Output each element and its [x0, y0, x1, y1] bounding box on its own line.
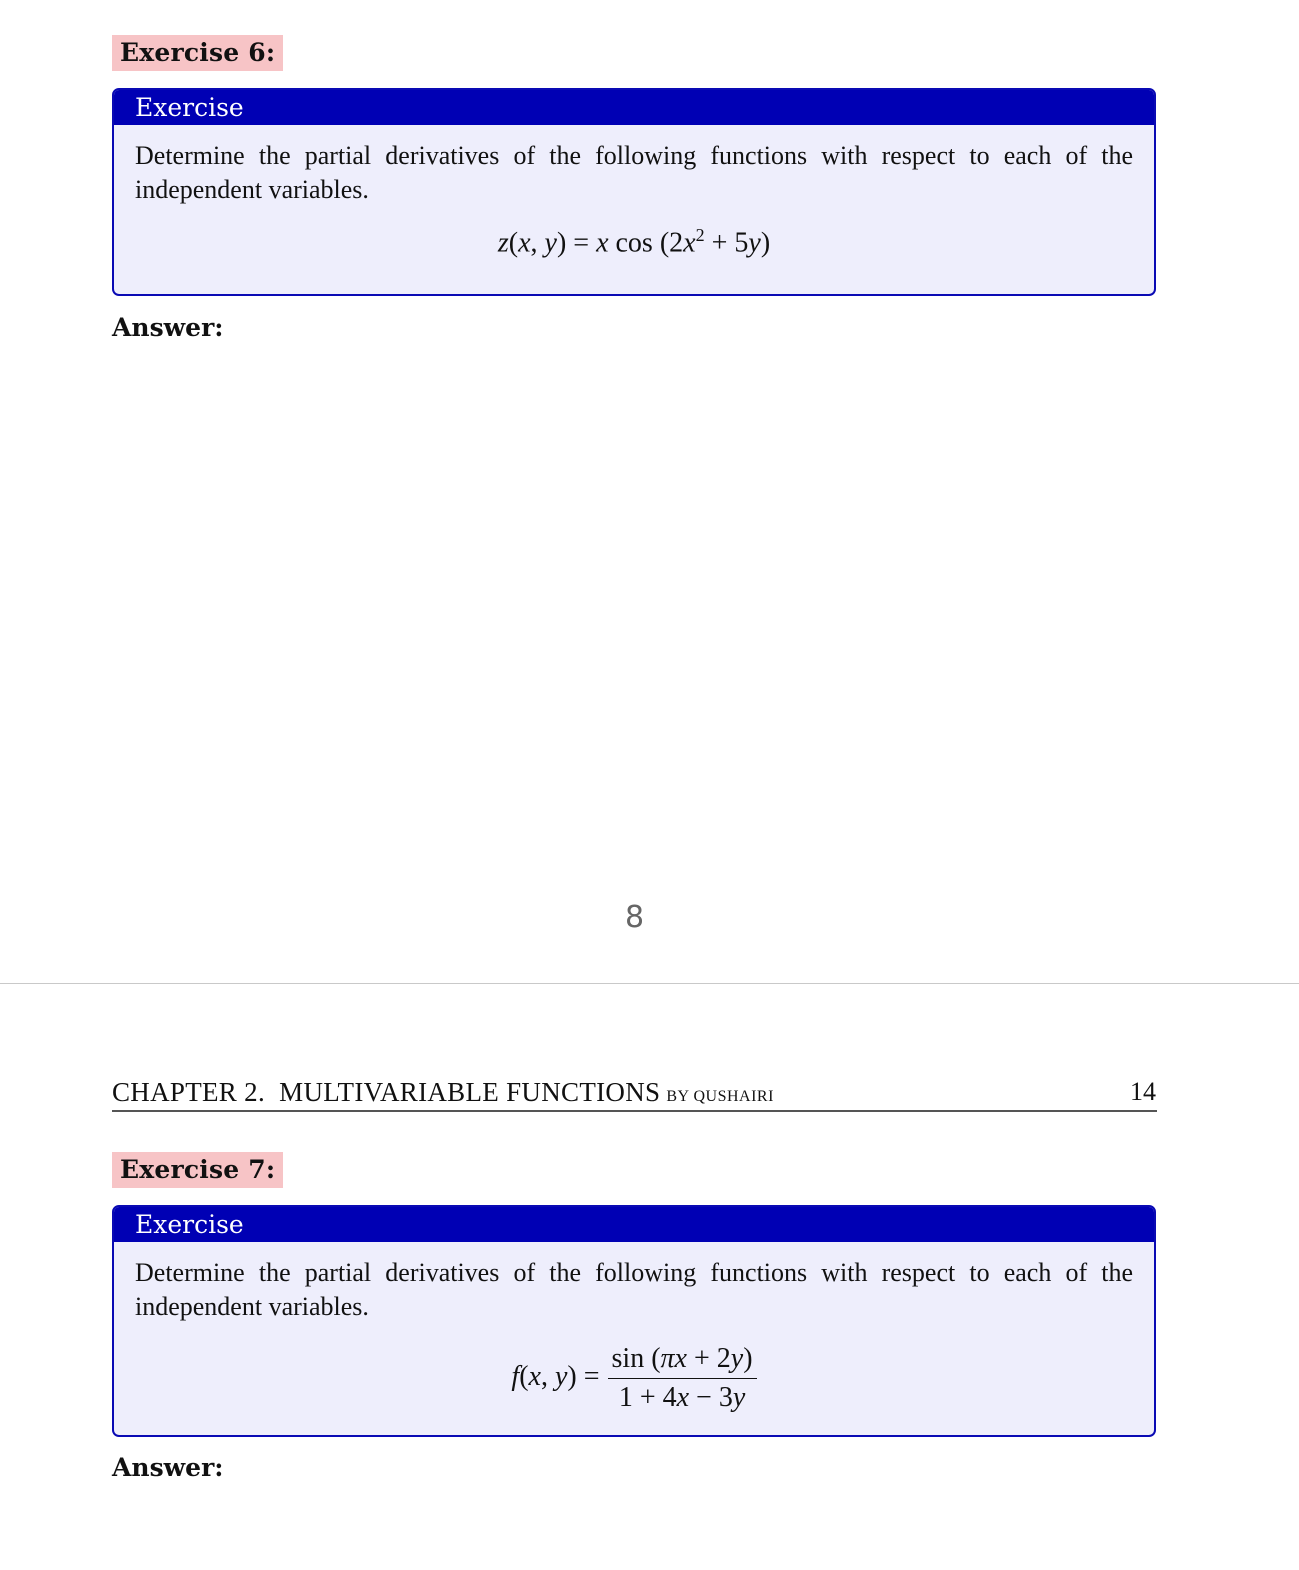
- header-author: BY QUSHAIRI: [666, 1088, 774, 1105]
- header-chapter: CHAPTER 2.: [112, 1077, 266, 1107]
- header-title: MULTIVARIABLE FUNCTIONS: [279, 1077, 661, 1107]
- running-header: [112, 1075, 774, 1114]
- exercise-6-box-header: Exercise: [114, 90, 1154, 125]
- header-page-number: 14: [1130, 1077, 1156, 1106]
- exercise-6-box: [112, 88, 1156, 296]
- exercise-6-label: Exercise 6:: [112, 35, 283, 71]
- exercise-7-formula: f(x, y) = $\frac{\sin (\pi x + 2y)}{1 + 4x - 3y}$: [114, 1342, 1154, 1415]
- page-number: 8: [624, 900, 645, 935]
- exercise-7-instruction: Determine the partial derivatives of the following functions with respect to each of the independent variables.: [135, 1258, 1133, 1321]
- fraction: $\frac{\sin (\pi x + 2y)}{1 + 4x - 3y}$: [608, 1342, 757, 1415]
- exercise-6-instruction: Determine the partial derivatives of the following functions with respect to each of the independent variables.: [135, 141, 1133, 204]
- header-rule: [112, 1110, 1157, 1112]
- exercise-6-answer-label: Answer:: [112, 313, 224, 342]
- exercise-7-box-header: Exercise: [114, 1207, 1154, 1242]
- exercise-6-formula: z(x, y) = x $\cos (2x^2 + 5y)$: [497, 225, 771, 259]
- page-separator: [0, 983, 1299, 984]
- exercise-7-answer-label: Answer:: [112, 1453, 224, 1482]
- exercise-7-label: Exercise 7:: [112, 1152, 283, 1188]
- exercise-7-box: [112, 1205, 1156, 1437]
